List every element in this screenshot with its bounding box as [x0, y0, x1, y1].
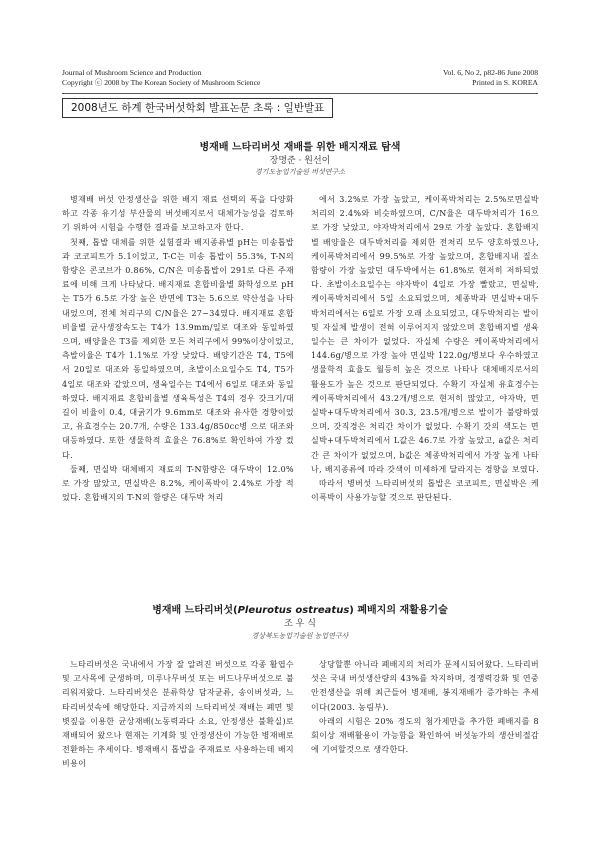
paragraph: 첫째, 톱밥 대체를 위한 실험결과 배지종류별 pH는 미송톱밥과 코코피트가 5.1이었고, T-C는 미송 톱밥이 55.3%, T-N의 함량은 콘코브가 0.86%, C/N은 미송톱밥이 291로 다른 주재료에 비해 크게 나타났다. 배지재료 혼합비율별 화학성으로 pH는 T5가 6.5로 가장 높은 반면에 T3는 5.6으로 약산성을 나타내었으며, 전체 처리구의 C/N율은 27~34였다. 배지재료 혼합비율별 균사생장속도는 T4가 13.9mm/일로 대조와 동일하였으며, 배양율은 T3를 제외한 모든 처리구에서 99%이상이었고, 측발이율은 T4가 1.1%로 가장 낮았다. 배양기간은 T4, T5에서 20일로 대조와 동일하였으며, 초발이소요일수도 T4, T5가 4일로 대조와 같았으며, 생육일수는 T4에서 6일로 대조와 동일하였다. 배지재료 혼합비율별 생육특성은 T4의 경우 갓크기/대길이 비율이 0.4, 대굵기가 9.6mm로 대조와 유사한 경향이었고, 유효경수는 20.7개, 수량은 133.4g/850cc병 으로 대조와 대등하였다. 또한 생물학적 효율은 76.8%로 확인하여 가장 컸다.	[62, 237, 294, 460]
article2-authors: 조 우 식	[284, 619, 316, 629]
article1-title: 병재배 느타리버섯 재배를 위한 배지재료 탐색	[199, 142, 401, 153]
title-prefix: 병재배 느타리버섯(	[152, 605, 238, 616]
header-divider	[62, 93, 538, 94]
paragraph: 상당할뿐 아니라 폐배지의 처리가 문제시되어왔다. 느타리버섯은 국내 버섯생산량의 43%를 차지하며, 경쟁력강화 및 연중안전생산을 위해 최근들어 병재배, 봉지재배가 증가하는 추세이다(2003. 농림부).	[311, 660, 539, 712]
paragraph: 따라서 병버섯 느타리버섯의 톱밥은 코코피트, 면실박은 케이폭박이 사용가능할 것으로 판단된다.	[311, 479, 539, 503]
volume-info: Vol. 6, No 2, p82-86 June 2008	[443, 68, 538, 77]
printed-in: Printed in S. KOREA	[472, 78, 538, 87]
copyright-line: Copyright ⓒ 2008 by The Korean Society of Mushroom Science	[62, 78, 261, 87]
article1-column-left	[62, 193, 294, 565]
journal-name: Journal of Mushroom Science and Production	[62, 68, 202, 77]
article1-affiliation: 경기도농업기술원 버섯연구소	[254, 168, 346, 176]
paragraph: 느타리버섯은 국내에서 가장 잘 알려진 버섯으로 각종 활엽수 및 고사목에 군생하며, 미루나무버섯 또는 버드나무버섯으로 불리워져왔다. 느타리버섯은 분류학상 담자균류, 송이버섯과, 느타리버섯속에 해당한다. 지금까지의 느타리버섯 재배는 폐면 및 볏짚을 이용한 균상재배(노동력과다 소요, 안정생산 불확실)로 재배되어 왔으나 현재는 기계화 및 안정생산이 가능한 병재배로 전환하는 추세이다. 병재배시 톱밥을 주재료로 사용하는데 배지비용이	[62, 660, 294, 769]
article2-affiliation: 경상북도농업기술원 농업연구사	[251, 632, 349, 640]
section-label: 2008년도 하계 한국버섯학회 발표논문 초록 : 일반발표	[62, 98, 333, 118]
paragraph: 에서 3.2%로 가장 높았고, 케이폭박처리는 2.5%로면실박처리의 2.4%와 비슷하였으며, C/N율은 대두박처리가 16으로 가장 낮았고, 야자박처리에서 29로 가장 높았다. 혼합배지별 배양율은 대두박처리를 제외한 전처리 모두 양호하였으나, 케이폭박처리에서 99.5%로 가장 높았으며, 혼합배지내 질소함량이 가장 높았던 대두박에서는 61.8%로 현저히 저하되었다. 초발이소요일수는 야자박이 4일로 가장 빨랐고, 면실박, 케이폭박처리에서 5일 소요되었으며, 체종박과 면실박+대두박처리에서는 6일로 가장 오래 소요되었고, 대두박처리는 발이 및 자실체 발생이 전혀 이루어지지 않았으며 혼합배지별 생육일수는 큰 차이가 없었다. 자실체 수량은 케이폭박처리에서 144.6g/병으로 가장 높아 면실박 122.0g/병보다 우수하였고 생물학적 효율도 월등히 높은 것으로 나타나 대체배지로서의 활용도가 높은 것으로 판단되었다. 수확기 자실체 유효경수는 케이폭박처리에서 43.2개/병으로 현저히 많았고, 야자박, 면실박+대두박처리에서 30.3, 23.5개/병으로 발이가 불량하였으며, 갓직경은 처리간 차이가 없었다. 수확기 갓의 색도는 면실박+대두박처리에서 L값은 46.7로 가장 높았고, a값은 처리간 큰 차이가 없었으며, b값은 체종박처리에서 가장 높게 나타나, 배지종류에 따라 갓색이 미세하게 달라지는 경향을 보였다.	[311, 195, 539, 474]
article1-authors: 장명준 · 원선이	[269, 156, 331, 166]
journal-header-left	[62, 68, 260, 88]
title-species: Pleurotus ostreatus	[237, 605, 350, 616]
article2-column-right	[311, 658, 539, 818]
journal-header-right	[443, 68, 538, 88]
paragraph: 아래의 시험은 20% 정도의 첨가제만을 추가한 폐배지를 8회이상 재배활용이 가능함을 확인하여 버섯농가의 생산비절감에 기여할것으로 생각한다.	[311, 716, 539, 755]
article2-column-left	[62, 658, 294, 818]
title-suffix: ) 폐배지의 재활용기술	[349, 605, 448, 616]
paragraph: 병재배 버섯 안정생산을 위한 배지 재료 선택의 폭을 다양화하고 각종 유기성 부산물의 버섯배지로서 대체가능성을 검토하기 위하여 시험을 수행한 결과를 보고하고자 한다.	[62, 195, 294, 233]
article2-title	[62, 601, 538, 616]
paragraph: 둘째, 면실박 대체배지 재료의 T-N함량은 대두박이 12.0%로 가장 많았고, 면실박은 8.2%, 케이폭박이 2.4%로 가장 적었다. 혼합배지의 T-N의 함량은 대두박 처리	[62, 464, 294, 503]
article1-column-right	[311, 193, 539, 565]
